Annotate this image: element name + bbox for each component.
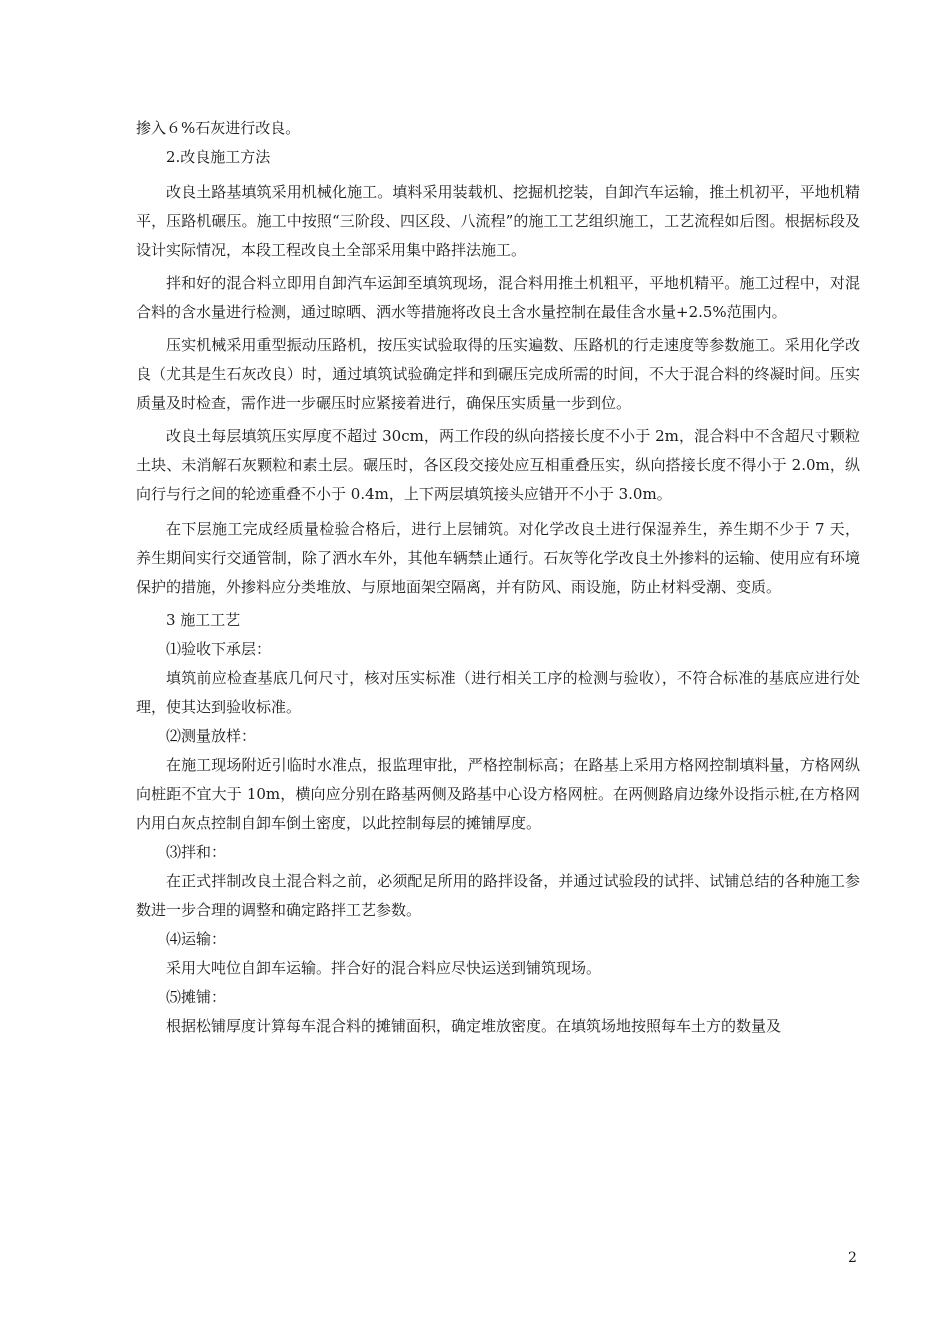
paragraph-mechanized-construction: 改良土路基填筑采用机械化施工。填料采用装载机、挖掘机挖装，自卸汽车运输，推土机初平，平地机精平，压路机碾压。施工中按照“三阶段、四区段、八流程”的施工工艺组织施工，工艺流程如后图。根据标段及设计实际情况，本段工程改良土全部采用集中路拌法施工。 (136, 183, 860, 259)
section-heading-improvement-method: 2.改良施工方法 (166, 148, 271, 166)
paragraph-inspect-lower-layer: 填筑前应检查基底几何尺寸，核对压实标准（进行相关工序的检测与验收），不符合标准的基底应进行处理，使其达到验收标准。 (136, 669, 860, 716)
subheading-spreading: ⑸摊铺： (166, 988, 227, 1006)
paragraph-upper-layer-curing: 在下层施工完成经质量检验合格后，进行上层铺筑。对化学改良土进行保湿养生，养生期不少于 7 天，养生期间实行交通管制，除了洒水车外，其他车辆禁止通行。石灰等化学改良土外掺料的运输、使用应有环境保护的措施，外掺料应分类堆放、与原地面架空隔离，并有防风、雨设施，防止材料受潮、变质。 (136, 520, 860, 596)
paragraph-survey-layout: 在施工现场附近引临时水准点，报监理审批，严格控制标高；在路基上采用方格网控制填料量，方格网纵向桩距不宜大于 10m，横向应分别在路基两侧及路基中心设方格网桩。在两侧路肩边缘外设指示桩,在方格网内用白灰点控制自卸车倒土密度，以此控制每层的摊铺厚度。 (136, 756, 860, 832)
paragraph-mixing: 在正式拌制改良土混合料之前，必须配足所用的路拌设备，并通过试验段的试拌、试铺总结的各种施工参数进一步合理的调整和确定路拌工艺参数。 (136, 872, 860, 919)
page-number: 2 (848, 1250, 857, 1266)
document-body (136, 114, 860, 1041)
section-heading-construction-process: 3 施工工艺 (166, 611, 241, 629)
paragraph-layer-thickness: 改良土每层填筑压实厚度不超过 30cm，两工作段的纵向搭接长度不小于 2m，混合料中不含超尺寸颗粒土块、未消解石灰颗粒和素土层。碾压时，各区段交接处应互相重叠压实，纵向搭接长度不得小于 2.0m，纵向行与行之间的轮迹重叠不小于 0.4m，上下两层填筑接头应错开不小于 3.0m。 (136, 427, 860, 503)
subheading-transport: ⑷运输： (166, 930, 227, 948)
paragraph-spreading: 根据松铺厚度计算每车混合料的摊铺面积，确定堆放密度。在填筑场地按照每车土方的数量及 (166, 1017, 782, 1035)
subheading-mixing: ⑶拌和： (166, 843, 227, 861)
paragraph-compaction-machinery: 压实机械采用重型振动压路机，按压实试验取得的压实遍数、压路机的行走速度等参数施工。采用化学改良（尤其是生石灰改良）时，通过填筑试验确定拌和到碾压完成所需的时间，不大于混合料的终凝时间。压实质量及时检查，需作进一步碾压时应紧接着进行，确保压实质量一步到位。 (136, 336, 860, 412)
paragraph-mixture-transport: 拌和好的混合料立即用自卸汽车运卸至填筑现场，混合料用推土机粗平，平地机精平。施工过程中，对混合料的含水量进行检测，通过晾晒、洒水等措施将改良土含水量控制在最佳含水量+2.5%范围内。 (136, 274, 860, 321)
paragraph-continuation: 掺入６%石灰进行改良。 (136, 119, 301, 137)
paragraph-transport: 采用大吨位自卸车运输。拌合好的混合料应尽快运送到铺筑现场。 (166, 959, 602, 977)
subheading-survey-layout: ⑵测量放样： (166, 727, 257, 745)
subheading-inspect-lower-layer: ⑴验收下承层： (166, 640, 272, 658)
